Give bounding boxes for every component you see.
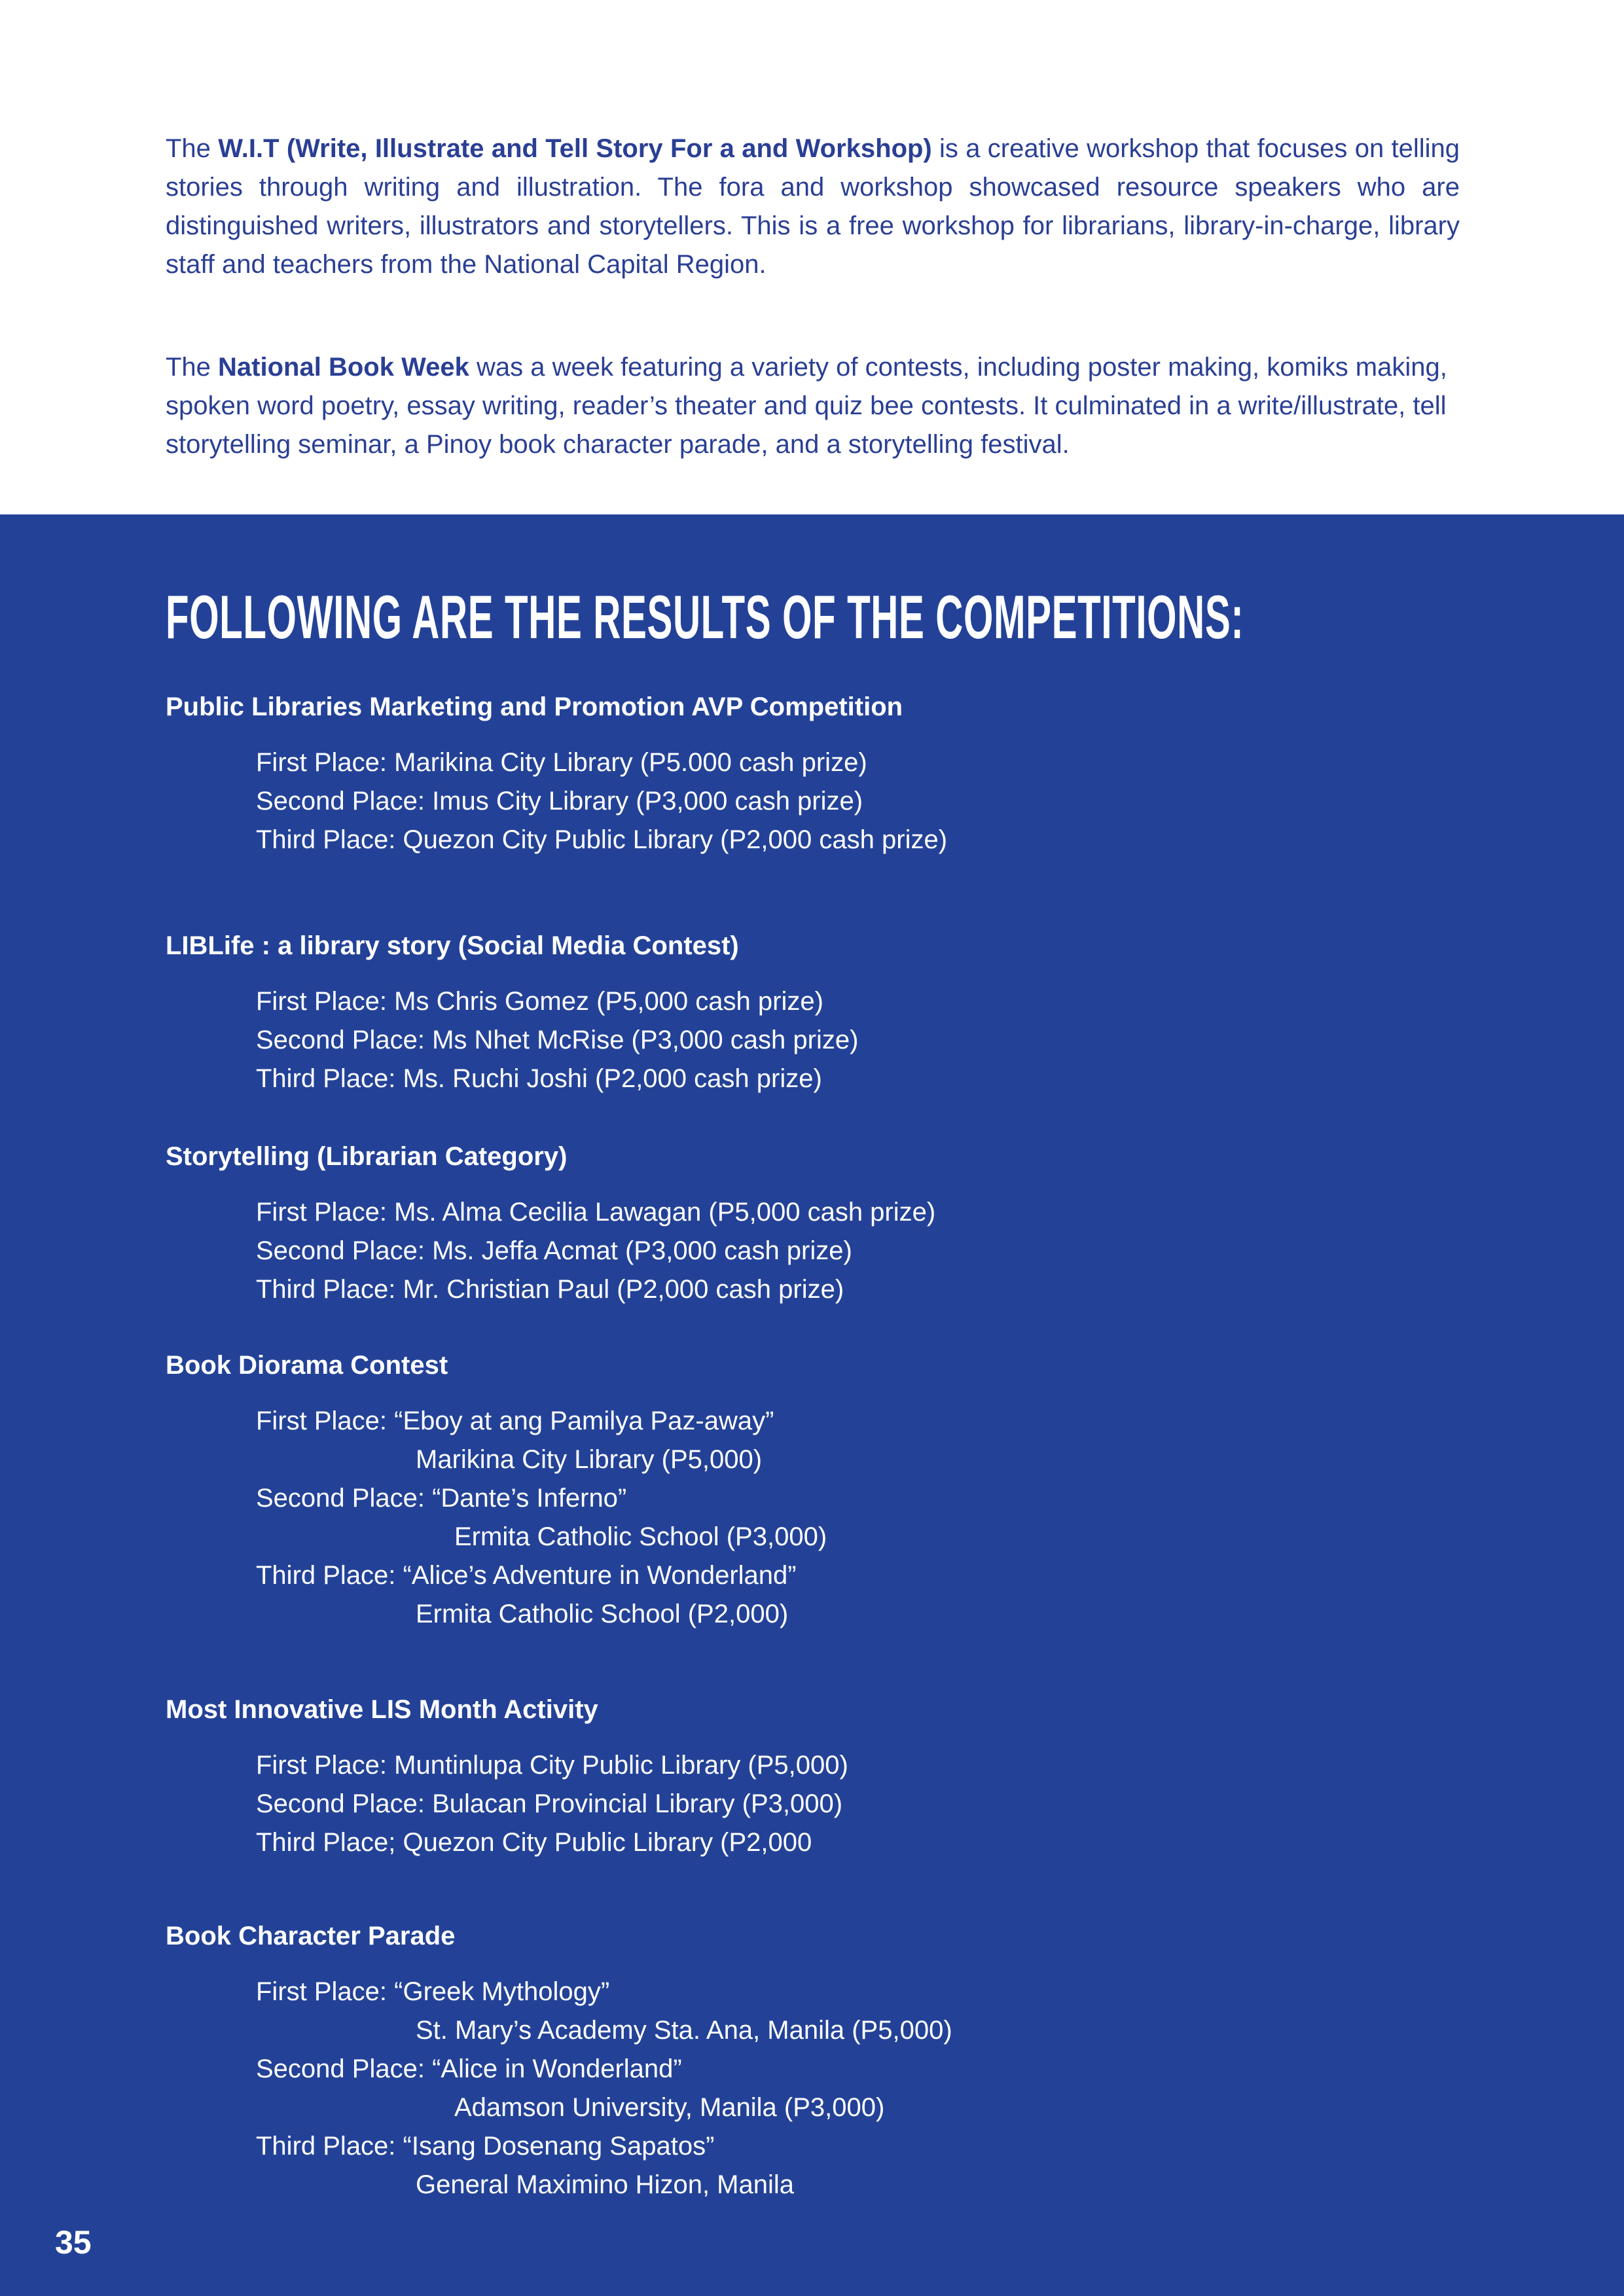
second-place-winner: Adamson University, Manila (P3,000)	[454, 2093, 885, 2122]
second-place-entry: Second Place: Bulacan Provincial Library (P3,000)	[256, 1789, 843, 1818]
second-place-entry: Second Place: “Dante’s Inferno”	[256, 1484, 627, 1513]
first-place-entry: First Place: Marikina City Library (P5.000 cash prize)	[256, 748, 867, 777]
section-lis-month-activity	[166, 1691, 848, 1862]
section-title: Public Libraries Marketing and Promotion AVP Competition	[166, 692, 903, 721]
first-place-entry: First Place: “Greek Mythology”	[256, 1977, 610, 2006]
first-place-entry: First Place: Ms. Alma Cecilia Lawagan (P5,000 cash prize)	[256, 1198, 936, 1227]
section-title: Book Diorama Contest	[166, 1351, 448, 1380]
third-place-winner: General Maximino Hizon, Manila	[416, 2170, 795, 2199]
section-liblife-contest	[166, 927, 858, 1098]
section-storytelling	[166, 1138, 935, 1309]
first-place-winner: St. Mary’s Academy Sta. Ana, Manila (P5,000)	[416, 2016, 952, 2045]
book-week-paragraph-prefix: The	[166, 353, 219, 382]
second-place-entry: Second Place: “Alice in Wonderland”	[256, 2054, 682, 2083]
third-place-entry: Third Place; Quezon City Public Library (P2,000	[256, 1828, 812, 1857]
wit-paragraph-title: W.I.T (Write, Illustrate and Tell Story For a and Workshop)	[218, 134, 932, 163]
third-place-winner: Ermita Catholic School (P2,000)	[416, 1600, 789, 1628]
wit-paragraph-prefix: The	[166, 134, 219, 163]
second-place-winner: Ermita Catholic School (P3,000)	[454, 1522, 827, 1551]
book-week-paragraph-title: National Book Week	[218, 353, 469, 382]
section-title: Book Character Parade	[166, 1922, 456, 1950]
second-place-entry: Second Place: Ms. Jeffa Acmat (P3,000 cash prize)	[256, 1236, 852, 1265]
results-panel	[0, 514, 1624, 2296]
third-place-entry: Third Place: Mr. Christian Paul (P2,000 cash prize)	[256, 1275, 844, 1304]
page-number: 35	[55, 2224, 92, 2261]
section-book-character-parade	[166, 1917, 952, 2204]
third-place-entry: Third Place: “Alice’s Adventure in Wonderland”	[256, 1561, 797, 1590]
book-week-paragraph	[166, 348, 1460, 464]
section-book-diorama	[166, 1346, 827, 1634]
wit-paragraph-body: is a creative workshop that focuses on telling stories through writing and illustration. The fora and workshop showcased resource speakers who are distinguished writers, illustrators and storytellers. This is a free workshop for librarians, library-in-charge, library staff and teachers from the National Capital Region.	[166, 134, 1460, 279]
second-place-entry: Second Place: Imus City Library (P3,000 cash prize)	[256, 787, 863, 816]
first-place-winner: Marikina City Library (P5,000)	[416, 1445, 763, 1474]
first-place-entry: First Place: Muntinlupa City Public Library (P5,000)	[256, 1751, 848, 1780]
section-title: Most Innovative LIS Month Activity	[166, 1695, 598, 1724]
second-place-entry: Second Place: Ms Nhet McRise (P3,000 cash prize)	[256, 1026, 859, 1054]
section-title: LIBLife : a library story (Social Media Contest)	[166, 931, 739, 960]
first-place-entry: First Place: Ms Chris Gomez (P5,000 cash prize)	[256, 987, 823, 1016]
book-week-paragraph-body: was a week featuring a variety of contests, including poster making, komiks making, spoken word poetry, essay writing, reader’s theater and quiz bee contests. It culminated in a write/illustrate, tell storytelling seminar, a Pinoy book character parade, and a storytelling festival.	[166, 353, 1447, 459]
wit-paragraph	[166, 130, 1460, 348]
first-place-entry: First Place: “Eboy at ang Pamilya Paz-away”	[256, 1407, 774, 1435]
intro-text	[166, 130, 1460, 464]
third-place-entry: Third Place: Quezon City Public Library (P2,000 cash prize)	[256, 825, 948, 854]
third-place-entry: Third Place: Ms. Ruchi Joshi (P2,000 cash prize)	[256, 1064, 822, 1093]
third-place-entry: Third Place: “Isang Dosenang Sapatos”	[256, 2132, 715, 2161]
section-title: Storytelling (Librarian Category)	[166, 1142, 568, 1171]
section-avp-competition	[166, 688, 947, 859]
results-heading: FOLLOWING ARE THE RESULTS OF THE COMPETITIONS:	[166, 583, 1244, 651]
